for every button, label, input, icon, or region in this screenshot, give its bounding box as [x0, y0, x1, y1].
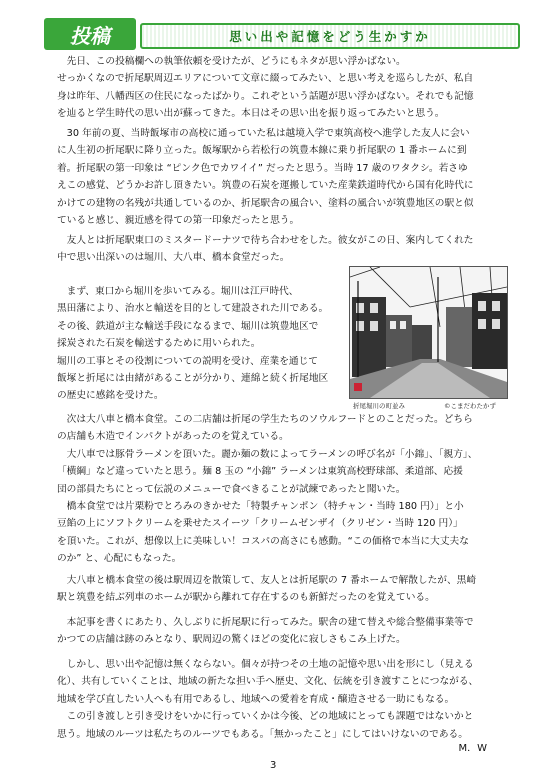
text-line: 採炭された石炭を輸送するために用いられた。	[57, 338, 261, 350]
text-line: 本記事を書くにあたり、久しぶりに折尾駅に行ってみた。駅舎の建て替えや総合整備事業等で	[57, 617, 474, 628]
text-line: 地域を学び直したい人へも有用であるし、地域への愛着を育成・醸造させる一助にもなる。	[57, 693, 455, 705]
text-line: まず、東口から堀川を歩いてみる。堀川は江戸時代、	[57, 286, 299, 297]
page-number: 3	[270, 760, 277, 771]
text-line: 豆餡の上にソフトクリームを乗せたスイーツ「クリームゼンザイ（クリゼン・当時 120 円）」	[57, 518, 463, 530]
text-line: のか” と、心配にもなった。	[57, 553, 182, 565]
text-line: 黒田藩により、治水と輸送を目的として建設された川である。	[57, 303, 329, 315]
text-line: 友人とは折尾駅東口のミスタードーナツで待ち合わせをした。彼女がこの日、案内してくれた	[57, 235, 474, 246]
text-line: 30 年前の夏、当時飯塚市の高校に通っていた私は越境入学で東筑高校へ進学した友人に会い	[57, 128, 470, 139]
text-line: 駅と筑豊を結ぶ列車のホームが駅から離れて存在するのも新鮮だったのを覚えている。	[57, 592, 435, 604]
text-line: 中で思い出深いのは堀川、大八車、橋本食堂だった。	[57, 252, 290, 264]
text-line: 大八車と橋本食堂の後は駅周辺を散策して、友人とは折尾駅の 7 番ホームで解散したが、黒崎	[57, 575, 477, 586]
section-tag: 投稿	[44, 18, 136, 50]
text-line: 次は大八車と橋本食堂。この二店舗は折尾の学生たちのソウルフードとのことだった。どちら	[57, 414, 473, 425]
paragraph-3	[57, 232, 505, 267]
street-drawing	[350, 267, 507, 398]
text-line: 思う。地域のルーツは私たちのルーツでもある。「無かったこと」にしてはいけないのである。	[57, 728, 468, 740]
author-signature: M．W	[458, 743, 487, 754]
text-line: かけての建物の名残が共通しているのか、折尾駅舎の風合い、塗料の風合いが筑豊地区の駅と似	[57, 197, 474, 209]
text-line: 堀川の工事とその役割についての説明を受け、産業を通じて	[57, 355, 318, 367]
text-line: しかし、思い出や記憶は無くならない。個々が持つその土地の記憶や思い出を形にし（見える	[57, 659, 474, 670]
text-line: かつての店舗は跡のみとなり、駅周辺の驚くほどの変化に寂しさもこみ上げた。	[57, 634, 406, 646]
figure-caption: 折尾堀川の町並み	[353, 402, 405, 410]
text-line: の歴史に感銘を受けた。	[57, 390, 164, 402]
paragraph-8	[57, 656, 505, 743]
text-line: 「横綱」など違っていたと思う。麺 8 玉の “小錦” ラーメンは東筑高校野球部、柔道部、応援	[57, 466, 463, 478]
paragraph-4	[57, 283, 345, 405]
text-line: の店舗も木造でインパクトがあったのを覚えている。	[57, 431, 289, 443]
horikawa-illustration	[349, 266, 508, 399]
text-line: 着。折尾駅の第一印象は “ピンク色でカワイイ” だったと思う。当時 17 歳のワタクシ。若さゆ	[57, 162, 468, 174]
text-line: この引き渡しと引き受けをいかに行っていくかは今後、どの地域にとっても課題ではないかと	[57, 711, 474, 723]
text-line: 先日、この投稿欄への執筆依頼を受けたが、どうにもネタが思い浮かばない。	[57, 56, 406, 67]
text-line: に人生初の折尾駅に降り立った。飯塚駅から若松行の筑豊本線に乗り折尾駅の 1 番ホームに到	[57, 145, 467, 157]
article-title: 思い出や記憶をどう生かすか	[140, 23, 520, 49]
paragraph-7	[57, 614, 505, 649]
text-line: えこの感覚、どうかお許し頂きたい。筑豊の石炭を運搬していた産業鉄道時代から国有化時代に	[57, 180, 474, 192]
text-line: 橋本食堂では片栗粉でとろみのきかせた「特製チャンポン（特チャン・当時 180 円）」と小	[57, 501, 464, 513]
article-header	[44, 18, 518, 50]
seal-stamp	[354, 383, 362, 391]
paragraph-1	[57, 53, 505, 123]
text-line: 団の部員たちにとって伝説のメニューで食べきることが試練であったと聞いた。	[57, 483, 406, 495]
text-line: ていると感じ、親近感を得ての第一印象だったと思う。	[57, 215, 300, 227]
text-line: その後、鉄道が主な輸送手段になるまで、堀川は筑豊地区で	[57, 320, 319, 332]
text-line: 飯塚と折尾には由緒があることが分かり、連綿と続く折尾地区	[57, 373, 329, 385]
text-line: を頂いた。これが、想像以上に美味しい！コスパの高さにも感動。“この価格で本当に大丈夫な	[57, 535, 469, 547]
text-line: 化）、共有していくことは、地域の新たな担い手へ歴史、文化、伝統を引き渡すことにつながる、	[57, 676, 479, 688]
text-line: を辿ると学生時代の思い出が蘇ってきた。本日はその思い出を振り返ってみたいと思う。	[57, 108, 445, 120]
text-line: 身は昨年、八幡西区の住民になったばかり。これぞという話題が思い浮かばない。それでも記憶	[57, 90, 474, 102]
paragraph-5	[57, 411, 505, 568]
text-line: せっかくなので折尾駅周辺エリアについて文章に綴ってみたい、と思い考えを巡らしたが、私自	[57, 73, 474, 85]
figure-credit: ©こまだわたかず	[444, 402, 496, 410]
text-line: 大八車では豚骨ラーメンを頂いた。麗か麺の数によってラーメンの呼び名が「小錦」、「親方」、	[57, 448, 478, 460]
paragraph-6	[57, 572, 505, 607]
paragraph-2	[57, 125, 505, 229]
